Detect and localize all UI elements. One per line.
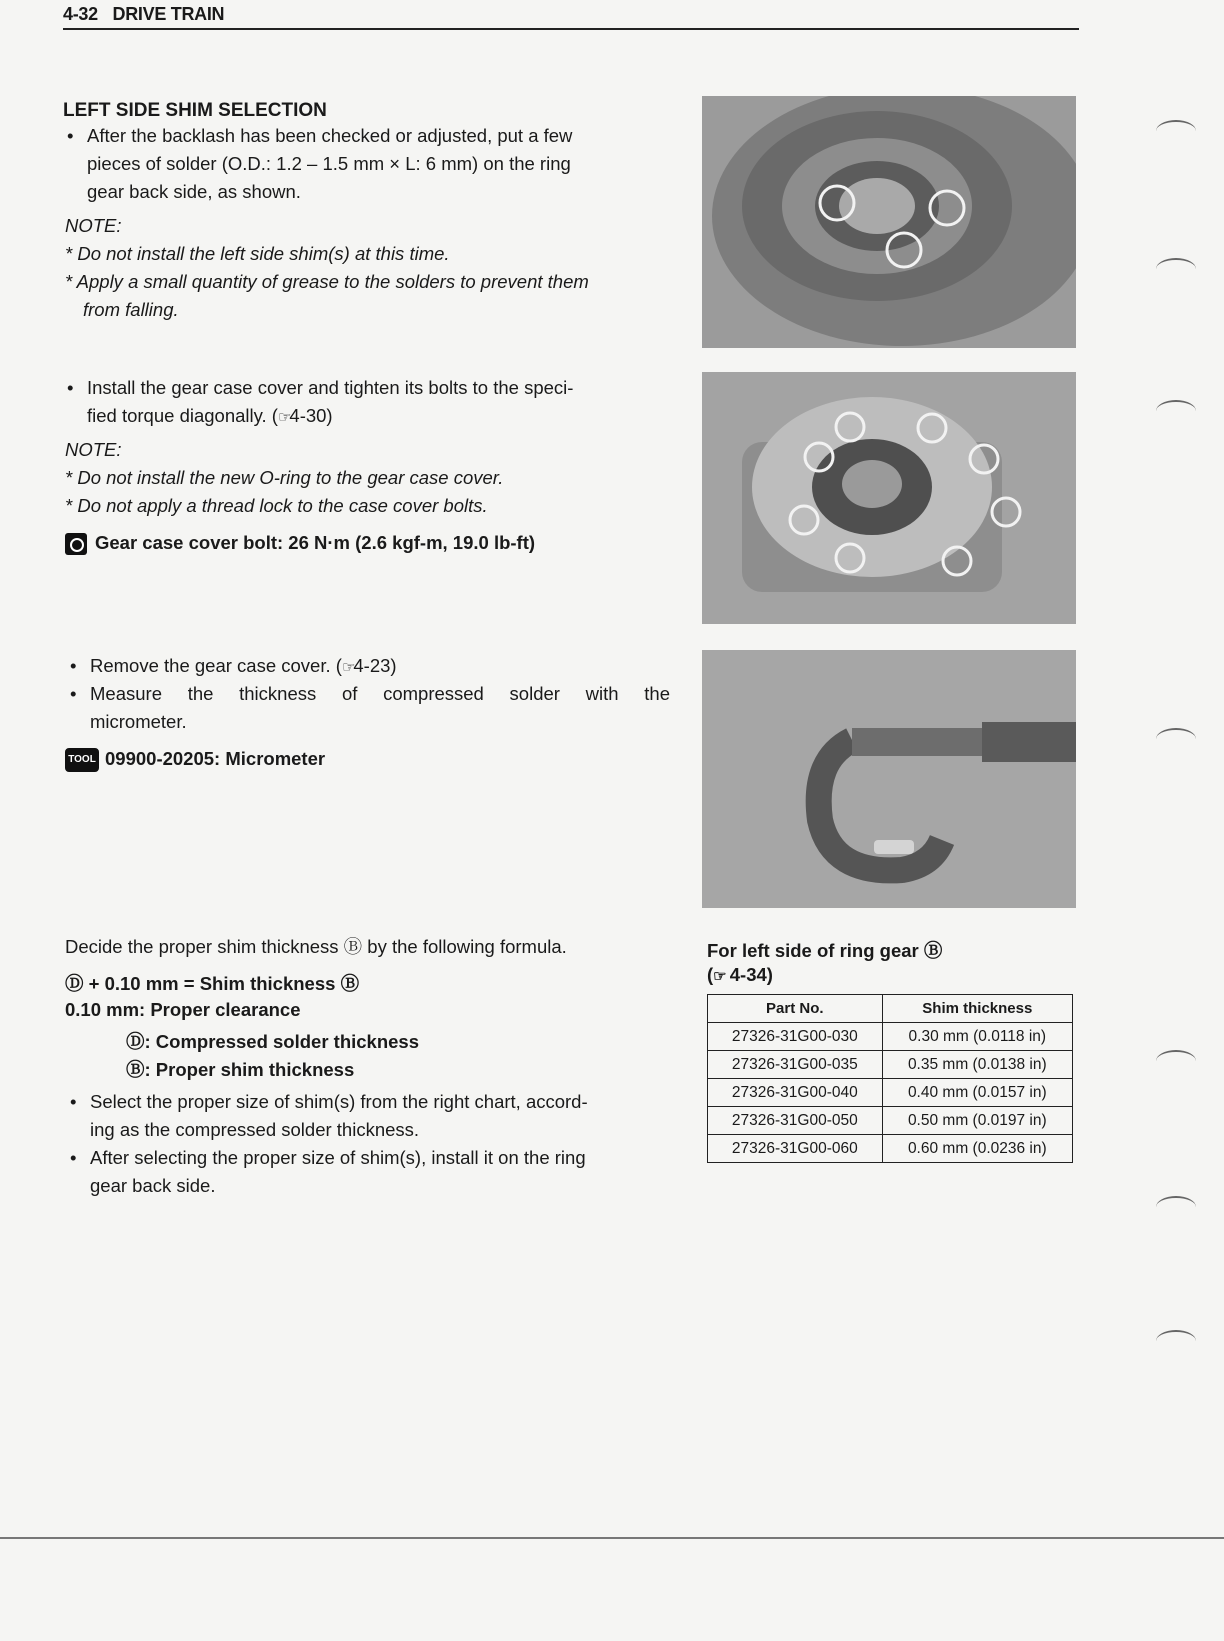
- formula-d-definition: Ⓓ: Compressed solder thickness: [126, 1031, 420, 1052]
- note-line: from falling.: [83, 299, 179, 320]
- remove-cover-bullet: [70, 652, 680, 682]
- install-bullet: [67, 374, 677, 432]
- select-shim-bullet: [70, 1088, 680, 1144]
- text-line: gear back side, as shown.: [87, 181, 301, 202]
- thickness-cell: 0.30 mm (0.0118 in): [882, 1023, 1072, 1051]
- bullet-dot: •: [70, 1147, 77, 1168]
- formula-intro: Decide the proper shim thickness Ⓑ by the following formula.: [65, 936, 567, 957]
- part-no-cell: 27326-31G00-035: [708, 1051, 883, 1079]
- shim-table: [707, 994, 1073, 1163]
- text-line: micrometer.: [90, 711, 187, 732]
- ring-gear-photo: [702, 96, 1076, 348]
- bullet-dot: •: [70, 655, 77, 676]
- left-shim-bullet: [67, 122, 677, 206]
- micrometer-illustration: [702, 650, 1076, 908]
- micrometer-photo: [702, 650, 1076, 908]
- table-row: [708, 1051, 1073, 1079]
- torque-wrench-icon: [65, 533, 87, 555]
- text-line: [87, 402, 677, 432]
- part-no-cell: 27326-31G00-030: [708, 1023, 883, 1051]
- text-line: gear back side.: [90, 1175, 216, 1196]
- formula-b-definition: Ⓑ: Proper shim thickness: [126, 1059, 355, 1080]
- table-row: [708, 1023, 1073, 1051]
- text-line: After the backlash has been checked or adjusted, put a few: [87, 125, 573, 146]
- left-shim-title: LEFT SIDE SHIM SELECTION: [63, 100, 327, 121]
- binder-curl: [1156, 1196, 1196, 1218]
- reference-icon: ☞: [341, 659, 354, 676]
- note-line: * Do not apply a thread lock to the case cover bolts.: [65, 495, 488, 516]
- text-line: After selecting the proper size of shim(s), install it on the ring: [90, 1147, 586, 1168]
- section-title: DRIVE TRAIN: [112, 4, 225, 24]
- header-shim-thickness: Shim thickness: [882, 995, 1072, 1023]
- binder-curl: [1156, 1330, 1196, 1352]
- thickness-cell: 0.35 mm (0.0138 in): [882, 1051, 1072, 1079]
- binder-curl: [1156, 1050, 1196, 1072]
- note-label: NOTE:: [65, 215, 122, 236]
- reference-number: 4-23): [353, 655, 397, 676]
- reference-icon: ☞: [713, 968, 725, 985]
- torque-spec: [65, 532, 535, 555]
- install-shim-bullet: [70, 1144, 680, 1200]
- table-header-row: [708, 995, 1073, 1023]
- left-shim-notes: [65, 240, 685, 324]
- measure-bullet: [70, 680, 670, 736]
- reference-icon: ☞: [277, 409, 290, 426]
- thickness-cell: 0.40 mm (0.0157 in): [882, 1079, 1072, 1107]
- part-no-cell: 27326-31G00-060: [708, 1135, 883, 1163]
- table-row: [708, 1135, 1073, 1163]
- tool-icon: TOOL: [65, 748, 99, 772]
- thickness-cell: 0.50 mm (0.0197 in): [882, 1107, 1072, 1135]
- torque-text: Gear case cover bolt: 26 N·m (2.6 kgf-m, 19.0 lb-ft): [95, 532, 536, 553]
- table-row: [708, 1079, 1073, 1107]
- formula-clearance: 0.10 mm: Proper clearance: [65, 999, 301, 1020]
- binder-curl: [1156, 120, 1196, 142]
- part-no-cell: 27326-31G00-040: [708, 1079, 883, 1107]
- table-row: [708, 1107, 1073, 1135]
- bullet-dot: •: [70, 1091, 77, 1112]
- tool-text: 09900-20205: Micrometer: [105, 748, 326, 769]
- tool-spec: [65, 748, 325, 772]
- text-line: ing as the compressed solder thickness.: [90, 1119, 420, 1140]
- bullet-dot: •: [70, 683, 77, 704]
- reference-number: 4-34): [729, 964, 773, 985]
- note-line: * Apply a small quantity of grease to the solders to prevent them: [65, 271, 589, 292]
- formula-equation: Ⓓ + 0.10 mm = Shim thickness Ⓑ: [65, 973, 360, 994]
- gear-case-illustration: [702, 372, 1076, 624]
- text-line: Measure the thickness of compressed solder with the: [90, 683, 670, 704]
- binder-curl: [1156, 258, 1196, 280]
- ring-gear-illustration: [702, 96, 1076, 348]
- part-no-cell: 27326-31G00-050: [708, 1107, 883, 1135]
- bullet-dot: •: [67, 125, 74, 146]
- text-span: fied torque diagonally. (: [87, 405, 278, 426]
- bullet-dot: •: [67, 377, 74, 398]
- header-part-no: Part No.: [708, 995, 883, 1023]
- binder-curl: [1156, 728, 1196, 750]
- note-line: * Do not install the left side shim(s) at this time.: [65, 243, 450, 264]
- text-line: Install the gear case cover and tighten its bolts to the speci-: [87, 377, 574, 398]
- header-rule: [63, 28, 1079, 30]
- table-title: For left side of ring gear Ⓑ: [707, 940, 943, 961]
- table-reference: (☞ 4-34): [707, 964, 773, 985]
- page-code: 4-32: [63, 4, 98, 24]
- reference-number: 4-30): [289, 405, 333, 426]
- note-line: * Do not install the new O-ring to the gear case cover.: [65, 467, 504, 488]
- bottom-rule: [0, 1537, 1224, 1539]
- binder-curl: [1156, 400, 1196, 422]
- thickness-cell: 0.60 mm (0.0236 in): [882, 1135, 1072, 1163]
- text-line: pieces of solder (O.D.: 1.2 – 1.5 mm × L: 6 mm) on the ring: [87, 153, 571, 174]
- text-line: Select the proper size of shim(s) from the right chart, accord-: [90, 1091, 588, 1112]
- text-span: Remove the gear case cover. (: [90, 655, 342, 676]
- gear-case-cover-photo: [702, 372, 1076, 624]
- page-header: [63, 4, 224, 25]
- note-label: NOTE:: [65, 439, 122, 460]
- install-notes: [65, 464, 685, 520]
